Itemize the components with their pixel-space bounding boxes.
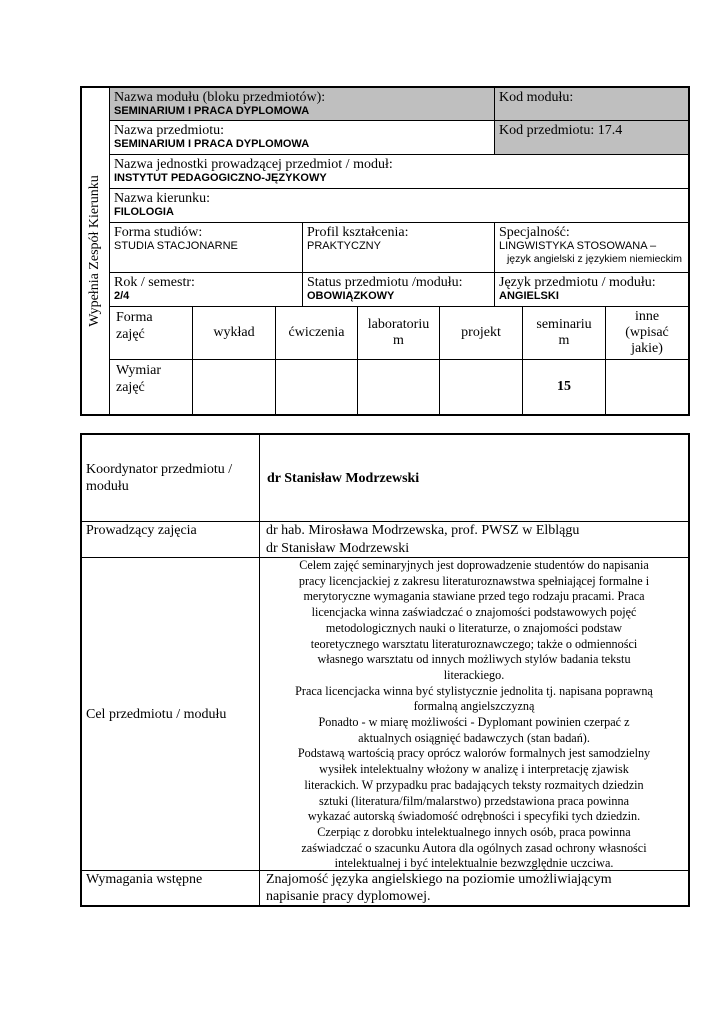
class-type-exercises [276, 307, 358, 360]
specialty-value: LINGWISTYKA STOSOWANA – [499, 240, 657, 252]
goal-line: pracy licencjackiej z zakresu literaturoznawstwa spełniającej formalne i [298, 573, 650, 588]
class-type-label: ćwiczenia [288, 325, 345, 340]
goal-line: aktualnych osiągnięć badawczych (stan badań). [358, 730, 590, 745]
goal-line: wysiłek intelektualny włożony w analizę i interpretację zjawisk [319, 762, 629, 777]
requirements-value-cell [260, 871, 688, 905]
requirements-line: Znajomość języka angielskiego na poziomie umożliwiającym [266, 872, 612, 887]
class-form-label: Forma zajęć [116, 310, 153, 342]
language-cell [495, 273, 688, 307]
status-cell [303, 273, 495, 307]
year-value: 2/4 [114, 290, 130, 302]
coordinator-value: dr Stanisław Modrzewski [267, 470, 420, 486]
goal-label-cell [82, 558, 260, 871]
class-type-label: laboratoriu m [367, 317, 430, 348]
coordinator-value-cell [260, 435, 688, 522]
class-scope-label: Wymiar zajęć [116, 363, 162, 395]
year-label: Rok / semestr: [114, 275, 195, 290]
study-form-label: Forma studiów: [114, 225, 203, 240]
module-name-cell [110, 88, 495, 121]
study-form-cell [110, 223, 303, 273]
class-type-laboratory [358, 307, 440, 360]
goal-line: literackiego. [443, 667, 505, 682]
status-label: Status przedmiotu /modułu: [307, 275, 463, 290]
year-cell [110, 273, 303, 307]
goal-line: sztuki (literatura/film/malarstwo) przedstawiona praca powinna [319, 793, 629, 808]
profile-label: Profil kształcenia: [307, 225, 409, 240]
goal-line: zaświadczać o szacunku Autora dla ogólnych zasad ochrony własności [301, 840, 647, 855]
hours-project [440, 360, 523, 414]
class-type-label: wykład [213, 325, 255, 340]
field-value: FILOLOGIA [114, 206, 174, 218]
specialty-value-line2: język angielski z językiem niemieckim [506, 253, 682, 265]
requirements-label: Wymagania wstępne [86, 872, 203, 887]
goal-line: teoretycznego warsztatu literaturoznawczego; także o odmienności [310, 636, 638, 651]
class-type-project [440, 307, 523, 360]
goal-line: Praca licencjacka winna być stylistycznie jednolita tj. napisana poprawną [295, 683, 653, 698]
class-type-label: projekt [461, 325, 501, 340]
goal-label: Cel przedmiotu / modułu [86, 706, 227, 722]
requirements-label-cell [82, 871, 260, 905]
goal-line: Podstawą wartością pracy oprócz walorów formalnych jest samodzielny [297, 746, 651, 761]
hours-value: 15 [557, 379, 571, 394]
requirements-line: napisanie pracy dyplomowej. [266, 889, 431, 904]
hours-exercises [276, 360, 358, 414]
goal-line: metodologicznych nauki o literaturze, o znajomości podstaw [325, 620, 623, 635]
class-form-cell [110, 307, 193, 360]
coordinator-label: Koordynator przedmiotu / modułu [86, 462, 233, 494]
teacher-name: dr hab. Mirosława Modrzewska, prof. PWSZ w Elblągu [266, 523, 580, 538]
hours-lecture [193, 360, 276, 414]
goal-line: Czerpiąc z dorobku intelektualnego innych osób, praca powinna [317, 824, 631, 839]
unit-value: INSTYTUT PEDAGOGICZNO-JĘZYKOWY [114, 172, 327, 184]
class-type-label: seminariu m [536, 317, 592, 348]
hours-other [606, 360, 688, 414]
goal-line: Celem zajęć seminaryjnych jest doprowadzenie studentów do napisania [299, 558, 649, 572]
coordinator-label-cell [82, 435, 260, 522]
teachers-label: Prowadzący zajęcia [86, 523, 197, 538]
class-type-seminar [523, 307, 606, 360]
goal-line: merytoryczne wymagania stawiane przed tego rodzaju pracami. Praca [303, 589, 645, 604]
profile-value: PRAKTYCZNY [307, 240, 381, 252]
teachers-label-cell [82, 522, 260, 558]
goal-line: licencjacka winna zaświadczać o znajomości podstawowych pojęć [311, 605, 637, 620]
module-name-label: Nazwa modułu (bloku przedmiotów): [114, 90, 326, 105]
unit-cell [110, 155, 688, 189]
unit-label: Nazwa jednostki prowadzącej przedmiot / moduł: [114, 157, 393, 172]
profile-cell [303, 223, 495, 273]
status-value: OBOWIĄZKOWY [307, 290, 395, 302]
subject-code-cell [495, 121, 688, 155]
goal-line: własnego warsztatu od innych możliwych stylów badania tekstu [317, 652, 631, 667]
teacher-name: dr Stanisław Modrzewski [266, 541, 410, 556]
sidebar-label: Wypełnia Zespół Kierunku [87, 175, 102, 327]
class-type-other [606, 307, 688, 360]
specialty-label: Specjalność: [499, 225, 570, 240]
subject-name-cell [110, 121, 495, 155]
class-type-lecture [193, 307, 276, 360]
class-scope-cell [110, 360, 193, 414]
language-label: Język przedmiotu / modułu: [499, 275, 656, 290]
language-value: ANGIELSKI [499, 290, 559, 302]
subject-name-value: SEMINARIUM I PRACA DYPLOMOWA [114, 138, 310, 150]
teachers-value-cell [260, 522, 688, 558]
module-code-label: Kod modułu: [499, 90, 574, 105]
goal-line: wykazać autorską świadomość odrębności i specyfiki tych dziedzin. [307, 809, 641, 824]
specialty-cell [495, 223, 688, 273]
field-label: Nazwa kierunku: [114, 191, 211, 206]
field-cell [110, 189, 688, 223]
goal-line: literackich. W przypadku prac badających teksty rozmaitych dziedzin [304, 777, 644, 792]
goal-line: Ponadto - w miarę możliwości - Dyplomant powinien czerpać z [318, 715, 630, 730]
module-name-value: SEMINARIUM I PRACA DYPLOMOWA [114, 105, 310, 117]
hours-seminar [523, 360, 606, 414]
subject-name-label: Nazwa przedmiotu: [114, 123, 225, 138]
goal-line: intelektualnej i być intelektualnie bezwzględnie uczciwa. [334, 856, 614, 871]
hours-laboratory [358, 360, 440, 414]
class-type-label: inne (wpisać jakie) [625, 309, 669, 356]
subject-code-label: Kod przedmiotu: 17.4 [499, 123, 623, 138]
sidebar-cell [80, 86, 110, 416]
module-code-cell [495, 88, 688, 121]
study-form-value: STUDIA STACJONARNE [114, 240, 238, 252]
goal-line: formalną angielszczyzną [413, 699, 535, 714]
goal-value-cell [260, 558, 688, 871]
